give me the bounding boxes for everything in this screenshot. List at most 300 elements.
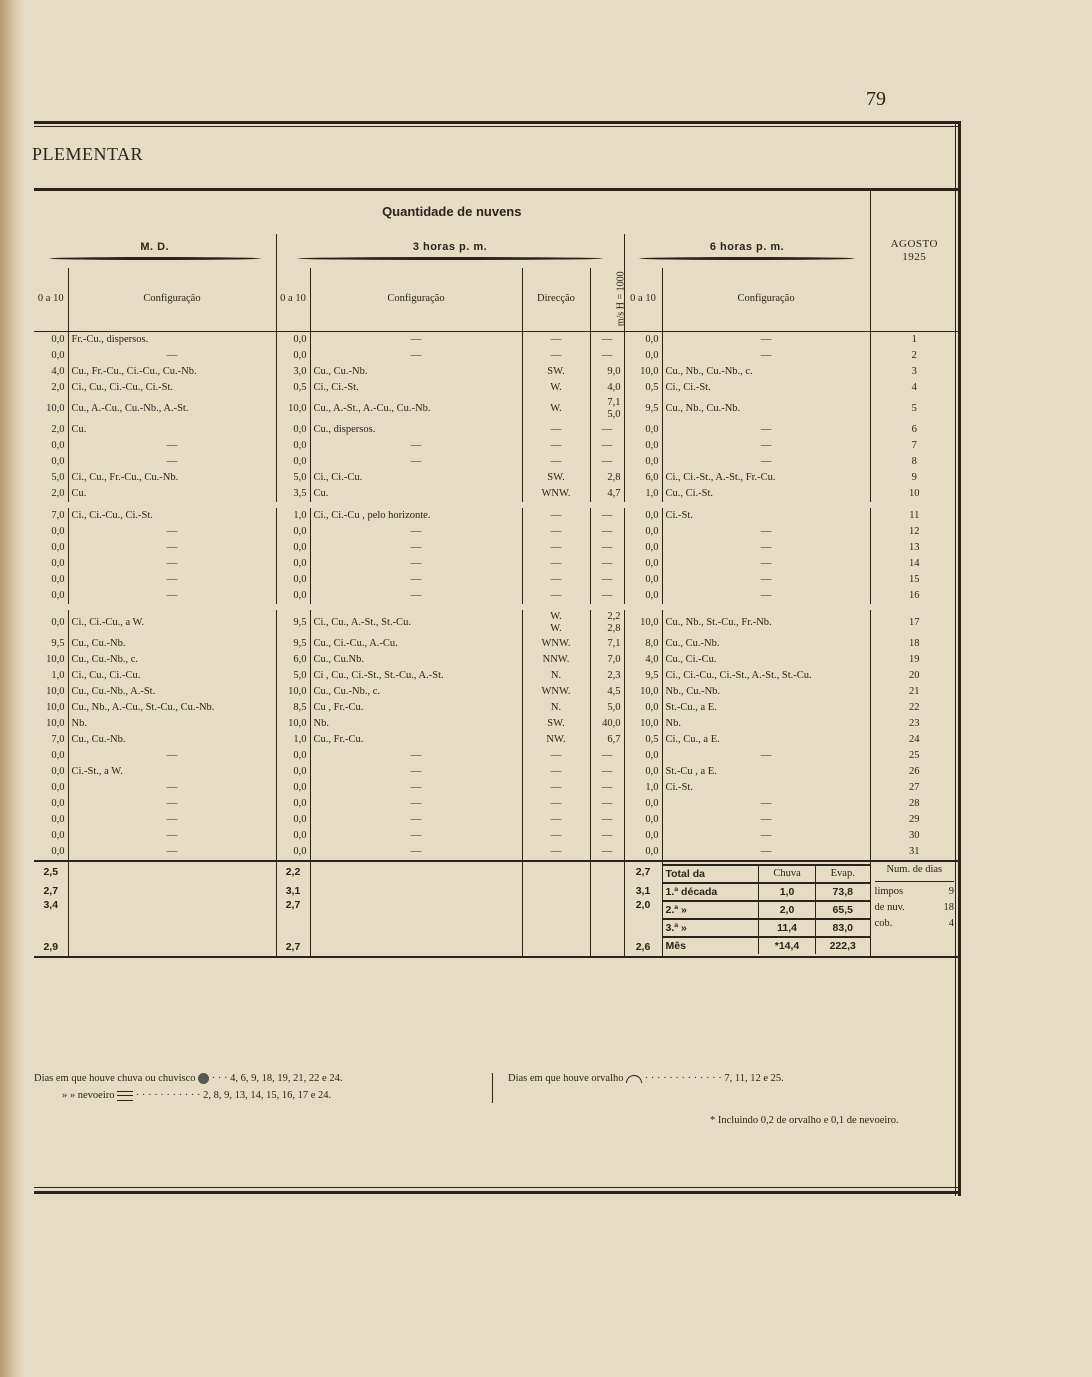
cell-direction: SW. (522, 364, 590, 380)
cell-h3-config: — (310, 796, 522, 812)
cell-h6-scale: 0,0 (624, 844, 662, 861)
cell-speed: — (590, 588, 624, 607)
summary-blank (310, 883, 522, 899)
cell-h3-scale: 0,0 (276, 748, 310, 764)
cell-h6-config: Ci., Ci.-St. (662, 380, 870, 396)
cell-direction: — (522, 796, 590, 812)
summary-blank (522, 939, 590, 957)
cell-h6-scale: 0,0 (624, 438, 662, 454)
dew-icon (626, 1075, 642, 1083)
cell-md-config: Cu., A.-Cu., Cu.-Nb., A.-St. (68, 396, 276, 422)
table-row (34, 780, 958, 796)
cell-day: 10 (870, 486, 958, 505)
table-title: Quantidade de nuvens (382, 203, 522, 219)
table-row (34, 332, 958, 349)
cell-h3-config: — (310, 572, 522, 588)
cell-h6-config: Ci.-St. (662, 780, 870, 796)
cell-h3-config: Cu., Ci.-Cu., A.-Cu. (310, 636, 522, 652)
summary-6h-1: 2,7 (624, 861, 662, 883)
cell-h6-config: Ci.-St. (662, 505, 870, 524)
cell-speed: 7,1 5,0 (590, 396, 624, 422)
cell-day: 22 (870, 700, 958, 716)
cell-h6-config: — (662, 332, 870, 349)
rain-icon (198, 1073, 209, 1084)
table-row (34, 556, 958, 572)
cell-h3-config: — (310, 588, 522, 607)
rain-days: 4, 6, 9, 18, 19, 21, 22 e 24. (230, 1073, 343, 1084)
header-blank (870, 190, 958, 234)
cell-md-scale: 7,0 (51, 509, 65, 521)
summary-blank (590, 861, 624, 883)
cell-h3-scale: 0,0 (276, 828, 310, 844)
cell-direction: N. (522, 700, 590, 716)
cell-h3-scale: 3,0 (276, 364, 310, 380)
cell-md-scale: 1,0 (51, 669, 65, 681)
col-3h-config: Configuração (310, 268, 522, 332)
cell-md-config: Nb. (68, 716, 276, 732)
footnote-dew-fog: * Incluindo 0,2 de orvalho e 0,1 de nevoeiro. (710, 1115, 899, 1126)
cell-day: 17 (870, 607, 958, 636)
totals-evap: 222,3 (815, 937, 869, 954)
cell-day: 1 (870, 332, 958, 349)
cell-md-config: — (68, 828, 276, 844)
cell-h6-scale: 0,0 (624, 556, 662, 572)
footer-divider (492, 1073, 493, 1103)
cell-h3-scale: 0,0 (276, 812, 310, 828)
cell-h3-scale: 0,0 (276, 524, 310, 540)
rain-days-note: Dias em que houve chuva ou chuvisco · · · 4, 6, 9, 18, 19, 21, 22 e 24. (34, 1073, 343, 1084)
cell-day: 14 (870, 556, 958, 572)
cell-day: 26 (870, 764, 958, 780)
totals-header-evap: Evap. (815, 865, 869, 883)
cell-h3-scale: 5,0 (276, 668, 310, 684)
cell-h3-config: — (310, 454, 522, 470)
cell-h6-config: Cu., Ci.-St. (662, 486, 870, 505)
cell-h3-config: — (310, 748, 522, 764)
cell-md-config: — (68, 572, 276, 588)
cell-day: 11 (870, 505, 958, 524)
cell-h6-scale: 0,0 (624, 348, 662, 364)
cell-h3-config: — (310, 764, 522, 780)
cell-h3-scale: 10,0 (276, 716, 310, 732)
cell-h6-config: St.-Cu., a E. (662, 700, 870, 716)
table-row (34, 844, 958, 861)
days-header: Num. de dias (875, 864, 955, 882)
top-rule (34, 121, 961, 124)
totals-rain: 11,4 (759, 919, 816, 937)
group-md: M. D. (34, 234, 276, 268)
cell-h3-config: — (310, 828, 522, 844)
cell-h3-scale: 10,0 (276, 684, 310, 700)
table-row (34, 812, 958, 828)
cell-md-scale: 0,0 (51, 557, 65, 569)
right-rule (958, 121, 961, 1196)
cell-h6-scale: 1,0 (624, 486, 662, 505)
cell-h6-config: Ci., Ci.-St., A.-St., Fr.-Cu. (662, 470, 870, 486)
table-row (34, 505, 958, 524)
cell-md-scale: 0,0 (51, 829, 65, 841)
days-row (875, 902, 955, 918)
cell-day: 9 (870, 470, 958, 486)
cell-md-config: Cu., Cu.-Nb. (68, 732, 276, 748)
cell-h6-config: — (662, 454, 870, 470)
cell-direction: W. W. (522, 607, 590, 636)
cell-h6-scale: 8,0 (624, 636, 662, 652)
cell-direction: — (522, 588, 590, 607)
cell-h3-config: — (310, 540, 522, 556)
cell-h6-scale: 0,0 (624, 700, 662, 716)
cell-md-scale: 10,0 (46, 402, 65, 414)
group-3h: 3 horas p. m. (276, 234, 624, 268)
summary-blank (310, 939, 522, 957)
cell-day: 20 (870, 668, 958, 684)
cell-md-scale: 0,0 (51, 349, 65, 361)
cell-h3-scale: 8,5 (276, 700, 310, 716)
cell-direction: N. (522, 668, 590, 684)
cell-direction: — (522, 332, 590, 349)
cell-h6-scale: 0,0 (624, 524, 662, 540)
cell-h3-scale: 1,0 (276, 732, 310, 748)
cell-speed: — (590, 828, 624, 844)
cell-md-scale: 10,0 (46, 717, 65, 729)
cell-md-config: — (68, 524, 276, 540)
cell-day: 5 (870, 396, 958, 422)
cell-h3-scale: 0,0 (276, 454, 310, 470)
cell-direction: — (522, 540, 590, 556)
cell-h6-config: Nb. (662, 716, 870, 732)
cell-md-scale: 0,0 (51, 333, 65, 345)
cell-h3-config: — (310, 844, 522, 861)
cell-md-config: — (68, 348, 276, 364)
cell-speed: — (590, 348, 624, 364)
cell-h3-config: Nb. (310, 716, 522, 732)
days-label: limpos (874, 886, 904, 897)
cell-md-config: Ci.-St., a W. (68, 764, 276, 780)
cell-h6-scale: 0,0 (624, 422, 662, 438)
cell-md-config: — (68, 748, 276, 764)
cell-direction: — (522, 524, 590, 540)
days-value: 4 (948, 918, 955, 929)
cell-md-scale: 9,5 (51, 637, 65, 649)
totals-evap: 65,5 (815, 901, 869, 919)
cell-day: 23 (870, 716, 958, 732)
summary-6h-mean: 2,6 (624, 939, 662, 957)
cell-md-scale: 10,0 (46, 685, 65, 697)
group-6h: 6 horas p. m. (624, 234, 870, 268)
summary-blank (310, 899, 522, 939)
totals-header-rain: Chuva (759, 865, 816, 883)
cell-h3-scale: 3,5 (276, 486, 310, 505)
cell-md-config: Cu., Cu.-Nb., c. (68, 652, 276, 668)
col-direction: Direcção (522, 268, 590, 332)
cell-h3-config: Cu., Cu.-Nb., c. (310, 684, 522, 700)
cell-h3-config: Ci., Ci.-St. (310, 380, 522, 396)
cell-h6-scale: 10,0 (624, 364, 662, 380)
cell-h6-config: Ci., Ci.-Cu., Ci.-St., A.-St., St.-Cu. (662, 668, 870, 684)
cell-h6-scale: 0,0 (624, 454, 662, 470)
group-month: AGOSTO 1925 (870, 234, 958, 268)
cell-h6-scale: 10,0 (624, 607, 662, 636)
dew-days-note: Dias em que houve orvalho · · · · · · · · · · · · · 7, 11, 12 e 25. (508, 1073, 784, 1084)
cell-direction: SW. (522, 470, 590, 486)
cloud-table (34, 188, 958, 958)
cell-speed: — (590, 780, 624, 796)
cell-h3-config: — (310, 780, 522, 796)
table-row (34, 636, 958, 652)
cell-speed: — (590, 540, 624, 556)
fog-label: » » nevoeiro (62, 1090, 115, 1101)
cell-speed: 6,7 (590, 732, 624, 748)
cell-md-config: — (68, 438, 276, 454)
summary-md-3: 3,4 (43, 899, 59, 911)
cell-direction: — (522, 556, 590, 572)
cell-direction: — (522, 505, 590, 524)
cell-h3-config: Ci., Ci.-Cu. (310, 470, 522, 486)
cell-speed: 4,7 (590, 486, 624, 505)
cell-h3-scale: 9,5 (276, 636, 310, 652)
cell-h6-scale: 0,0 (624, 505, 662, 524)
table-row (34, 607, 958, 636)
cell-md-scale: 0,0 (51, 616, 65, 628)
cell-h3-config: — (310, 524, 522, 540)
table-row (34, 422, 958, 438)
table-row (34, 454, 958, 470)
summary-6h-2: 3,1 (624, 883, 662, 899)
cell-speed: 9,0 (590, 364, 624, 380)
cell-md-scale: 0,0 (51, 525, 65, 537)
cell-day: 7 (870, 438, 958, 454)
cell-h3-config: — (310, 332, 522, 349)
days-block (870, 861, 958, 957)
cell-h6-config: — (662, 572, 870, 588)
cell-h3-config: Ci., Ci.-Cu , pelo horizonte. (310, 505, 522, 524)
totals-rain: 2,0 (759, 901, 816, 919)
cell-md-scale: 7,0 (51, 733, 65, 745)
page-binding (0, 0, 24, 1377)
cell-h3-scale: 0,5 (276, 380, 310, 396)
cell-h6-scale: 0,0 (624, 588, 662, 607)
cell-h3-scale: 9,5 (276, 607, 310, 636)
cell-day: 27 (870, 780, 958, 796)
totals-header-label: Total da (663, 865, 759, 883)
summary-6h-3: 2,0 (624, 899, 662, 939)
cell-md-config: Cu. (68, 486, 276, 505)
cell-day: 15 (870, 572, 958, 588)
summary-body (34, 861, 958, 957)
cell-h3-scale: 0,0 (276, 572, 310, 588)
page-number: 79 (866, 88, 886, 110)
cell-h3-config: Cu. (310, 486, 522, 505)
cell-direction: WNW. (522, 684, 590, 700)
col-md-config: Configuração (68, 268, 276, 332)
totals-label: 1.ª década (663, 883, 759, 901)
cell-md-config: Ci., Ci.-Cu., a W. (68, 607, 276, 636)
section-title: PLEMENTAR (32, 144, 144, 164)
cell-speed: — (590, 422, 624, 438)
cell-h6-config: Cu., Nb., St.-Cu., Fr.-Nb. (662, 607, 870, 636)
cell-md-config: — (68, 540, 276, 556)
cell-md-config: Ci., Cu., Fr.-Cu., Cu.-Nb. (68, 470, 276, 486)
cell-speed: — (590, 332, 624, 349)
cell-h3-scale: 0,0 (276, 588, 310, 607)
days-label: cob. (874, 918, 893, 929)
fog-days-note: » » nevoeiro · · · · · · · · · · · 2, 8, 9, 13, 14, 15, 16, 17 e 24. (62, 1090, 332, 1101)
cell-speed: 4,5 (590, 684, 624, 700)
cell-speed: 7,0 (590, 652, 624, 668)
cell-direction: — (522, 572, 590, 588)
cell-h3-scale: 6,0 (276, 652, 310, 668)
cell-md-scale: 0,0 (51, 589, 65, 601)
totals-label: 3.ª » (663, 919, 759, 937)
cell-h6-scale: 0,0 (624, 332, 662, 349)
cell-speed: — (590, 572, 624, 588)
cell-md-config: Ci., Cu., Ci.-Cu. (68, 668, 276, 684)
cell-speed: — (590, 748, 624, 764)
cell-md-config: — (68, 556, 276, 572)
cell-md-config: — (68, 812, 276, 828)
table-row (34, 668, 958, 684)
cell-h3-config: Ci , Cu., Ci.-St., St.-Cu., A.-St. (310, 668, 522, 684)
cell-md-config: Fr.-Cu., dispersos. (68, 332, 276, 349)
cell-md-scale: 10,0 (46, 653, 65, 665)
table-row (34, 572, 958, 588)
cell-speed: 2,3 (590, 668, 624, 684)
totals-evap: 73,8 (815, 883, 869, 901)
summary-3h-2: 3,1 (276, 883, 310, 899)
cell-h6-config: — (662, 796, 870, 812)
cell-md-scale: 2,0 (51, 423, 65, 435)
cell-direction: WNW. (522, 486, 590, 505)
summary-blank (590, 899, 624, 939)
days-label: de nuv. (874, 902, 905, 913)
totals-label: 2.ª » (663, 901, 759, 919)
table-row (34, 524, 958, 540)
cell-day: 25 (870, 748, 958, 764)
cell-h6-config: — (662, 348, 870, 364)
cell-h6-scale: 1,0 (624, 780, 662, 796)
cell-speed: 40,0 (590, 716, 624, 732)
col-md-scale: 0 a 10 (37, 293, 64, 305)
cell-speed: 7,1 (590, 636, 624, 652)
table-row (34, 700, 958, 716)
cell-h6-config: — (662, 422, 870, 438)
summary-3h-mean: 2,7 (276, 939, 310, 957)
cell-h6-config: — (662, 556, 870, 572)
cell-speed: — (590, 812, 624, 828)
cell-day: 29 (870, 812, 958, 828)
cell-h6-scale: 0,0 (624, 572, 662, 588)
totals-table (663, 864, 870, 954)
cell-day: 21 (870, 684, 958, 700)
cell-h6-scale: 0,0 (624, 540, 662, 556)
table-body (34, 332, 958, 862)
cell-h3-scale: 0,0 (276, 780, 310, 796)
summary-blank (522, 861, 590, 883)
col-speed: m/s H = 1000 (590, 268, 624, 332)
cell-day: 28 (870, 796, 958, 812)
cell-md-config: Cu., Cu.-Nb., A.-St. (68, 684, 276, 700)
cell-md-scale: 4,0 (51, 365, 65, 377)
cell-md-config: Ci., Cu., Ci.-Cu., Ci.-St. (68, 380, 276, 396)
summary-blank (310, 861, 522, 883)
summary-blank (590, 883, 624, 899)
cell-speed: — (590, 764, 624, 780)
cell-day: 18 (870, 636, 958, 652)
cell-h3-config: — (310, 438, 522, 454)
cell-day: 6 (870, 422, 958, 438)
totals-evap: 83,0 (815, 919, 869, 937)
cell-speed: — (590, 505, 624, 524)
dew-label: Dias em que houve orvalho (508, 1073, 624, 1084)
cell-h6-config: — (662, 588, 870, 607)
cell-md-config: — (68, 796, 276, 812)
table-row (34, 796, 958, 812)
cell-h6-config: — (662, 438, 870, 454)
cell-direction: SW. (522, 716, 590, 732)
totals-block (662, 861, 870, 957)
cell-md-config: Cu., Nb., A.-Cu., St.-Cu., Cu.-Nb. (68, 700, 276, 716)
totals-label: Mês (663, 937, 759, 954)
summary-md-mean: 2,9 (43, 941, 59, 954)
cell-h6-config: — (662, 748, 870, 764)
cell-md-scale: 0,0 (51, 749, 65, 761)
cell-day: 2 (870, 348, 958, 364)
cell-h6-config: — (662, 844, 870, 861)
cell-h6-config: St.-Cu , a E. (662, 764, 870, 780)
cell-day: 16 (870, 588, 958, 607)
cell-h3-config: Cu., Fr.-Cu. (310, 732, 522, 748)
table-row (34, 716, 958, 732)
cell-h3-config: Cu., A.-St., A.-Cu., Cu.-Nb. (310, 396, 522, 422)
cell-speed: — (590, 844, 624, 861)
cell-day: 24 (870, 732, 958, 748)
cell-h3-config: Cu., Cu.Nb. (310, 652, 522, 668)
cell-direction: NW. (522, 732, 590, 748)
cell-direction: — (522, 748, 590, 764)
summary-md-1: 2,5 (34, 861, 68, 883)
cell-md-scale: 10,0 (46, 701, 65, 713)
summary-blank (522, 883, 590, 899)
cell-direction: — (522, 438, 590, 454)
cell-h3-scale: 0,0 (276, 556, 310, 572)
totals-rain: *14,4 (759, 937, 816, 954)
bottom-rule (34, 1191, 961, 1194)
col-6h-scale: 0 a 10 (624, 268, 662, 332)
cell-h6-config: Cu., Nb., Cu.-Nb. (662, 396, 870, 422)
cell-direction: — (522, 780, 590, 796)
cell-direction: WNW. (522, 636, 590, 652)
cell-h6-config: — (662, 524, 870, 540)
cell-speed: — (590, 454, 624, 470)
cell-h3-scale: 10,0 (276, 396, 310, 422)
cell-h3-scale: 0,0 (276, 796, 310, 812)
cell-h6-scale: 9,5 (624, 668, 662, 684)
cell-h3-scale: 0,0 (276, 764, 310, 780)
cell-speed: — (590, 438, 624, 454)
cell-h3-scale: 0,0 (276, 422, 310, 438)
cell-md-config: Ci., Ci.-Cu., Ci.-St. (68, 505, 276, 524)
table-row (34, 764, 958, 780)
table-row (34, 732, 958, 748)
cell-day: 12 (870, 524, 958, 540)
cell-h3-config: — (310, 812, 522, 828)
summary-3h-3: 2,7 (276, 899, 310, 939)
cell-h6-config: Ci., Cu., a E. (662, 732, 870, 748)
cell-h6-scale: 0,0 (624, 828, 662, 844)
cell-md-config: — (68, 588, 276, 607)
fog-days: 2, 8, 9, 13, 14, 15, 16, 17 e 24. (203, 1090, 332, 1101)
cell-day: 13 (870, 540, 958, 556)
